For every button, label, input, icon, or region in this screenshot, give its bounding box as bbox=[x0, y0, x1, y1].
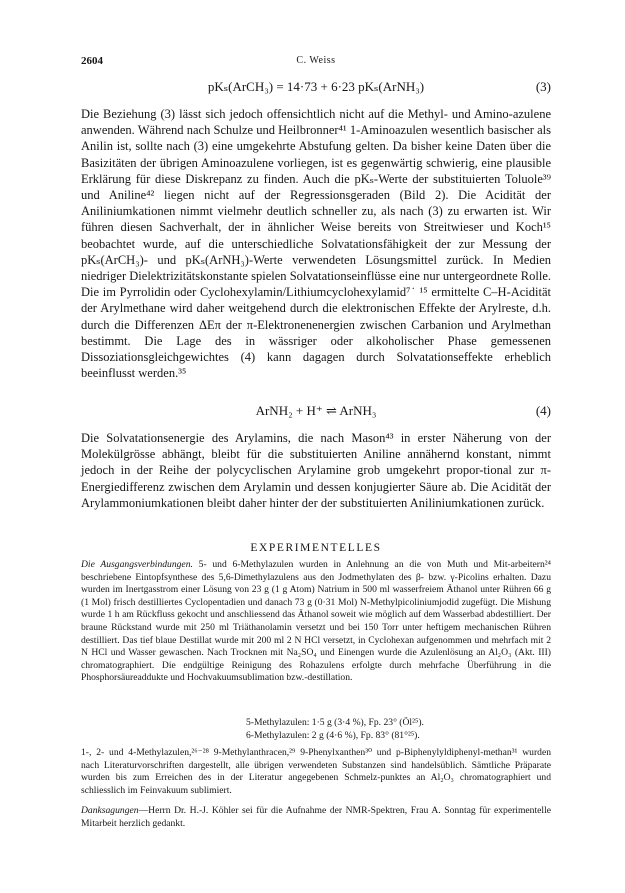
acknowledgement-lead: Danksagungen bbox=[81, 805, 139, 816]
experimental-paragraph-1 bbox=[81, 559, 551, 685]
equation-4 bbox=[81, 403, 551, 419]
experimental-lead: Die Ausgangsverbindungen. bbox=[81, 559, 193, 570]
equation-4-text: ArNH₂ + H⁺ ⇌ ArNH₃ bbox=[255, 403, 377, 418]
yields-block bbox=[246, 716, 424, 742]
equation-3-number: (3) bbox=[535, 79, 551, 94]
running-head: C. Weiss bbox=[296, 55, 336, 66]
experimental-paragraph-1-text: 5- und 6-Methylazulen wurden in Anlehnung an die von Muth und Mit-arbeitern²⁴ beschriebene Eintopfsynthese des 5,6-Dimethylazulens aus den Jodmethylaten des β- bzw. γ-Picolins erhalten. Dazu wurden im Inertgasstrom einer Lösung von 23 g (1 g Atom) Natrium in 500 ml wasserfreiem Äthanol unter Rühren 66 g (1 Mol) frisch destilliertes Cyclopentadien und danach 73 g (0·31 Mol) N-Methylpicoliniumjodid zugefügt. Die Mishung wurde 1 h am Rückfluss gekocht und anschliessend das Äthanol soweit wie möglich auf dem Wasserbad abdestilliert. Der braune Rückstand wurde mit 250 ml Triäthanolamin versetzt und bei 150 Torr unter heftigem mechanischen Rühren destilliert. Das tief blaue Destillat wurde mit 200 ml 2 N HCl versetzt, in Cyclohexan aufgenommen und mehrfach mit 2 N HCl und Wasser gewaschen. Nach Trocknen mit Na₂SO₄ und Einengen wurde die Azulenlösung an Al₂O₃ (Akt. III) chromatographiert. Die endgültige Reinigung des Rohazulens erfolgte durch mehrfache Überführung in die Phosphorsäureaddukte und Hochvakuumsublimation bzw.-destillation. bbox=[81, 559, 551, 684]
page-header bbox=[81, 55, 551, 71]
equation-3 bbox=[81, 79, 551, 95]
section-title: EXPERIMENTELLES bbox=[250, 542, 382, 554]
equation-3-text: pKₛ(ArCH₃) = 14·73 + 6·23 pKₛ(ArNH₃) bbox=[207, 79, 425, 94]
acknowledgement-text: —Herrn Dr. H.-J. Köhler sei für die Aufnahme der NMR-Spektren, Frau A. Sonntag für experimentelle Mitarbeit herzlich gedankt. bbox=[81, 805, 551, 829]
experimental-paragraph-2: 1-, 2- und 4-Methylazulen,²⁶⁻²⁸ 9-Methylanthracen,²⁹ 9-Phenylxanthen³⁰ und p-Biphenylyldiphenyl-methan³¹ wurden nach Literaturvorschriften dargestellt, alle übrigen verwendeten Substanzen sind handelsüblich. Sämtliche Präparate wurden bis zum Erreichen des in der Literatur angegebenen Schmelz-punktes an Al₂O₃ chromatographiert und schliesslich im Feinvakuum sublimiert. bbox=[81, 747, 551, 796]
yield-5-methylazulen: 5-Methylazulen: 1·5 g (3·4 %), Fp. 23° (Öl²⁵). bbox=[246, 717, 424, 728]
body-paragraph-1: Die Beziehung (3) lässt sich jedoch offensichtlich nicht auf die Methyl- und Amino-azulene anwenden. Während nach Schulze und Heilbronner⁴¹ 1-Aminoazulen wesentlich basischer als Anilin ist, sollte nach (3) eine umgekehrte Abstufung gelten. Da bisher keine Daten über die Basizitäten der übrigen Aminoazulene vorliegen, ist es gegenwärtig schwierig, eine plausible Erklärung für diese Diskrepanz zu finden. Auch die pKₛ-Werte der substituierten Toluole³⁹ und Aniline⁴² liegen nicht auf der Regressionsgeraden (Bild 2). Die Acidität der Aniliniumkationen nimmt vielmehr deutlich schneller zu, als nach (3) zu erwarten ist. Wir führen diesen Sachverhalt, der in ähnlicher Weise bereits von Streitwieser und Koch¹⁵ beobachtet wurde, auf die unterschiedliche Solvatationsfähigkeit der zur Messung der pKₛ(ArCH₃)- und pKₛ(ArNH₃)-Werte verwendeten Lösungsmittel zurück. In Medien niedriger Dielektrizitätskonstante spielen Solvatationseinflüsse eine nur untergeordnete Rolle. Die im Pyrrolidin oder Cyclohexylamin/Lithiumcyclohexylamid⁷˙ ¹⁵ ermittelte C–H-Acidität der Arylmethane wird daher weitgehend durch die elektronischen Effekte der Arylreste, d.h. durch die Differenzen ΔEπ der π-Elektronenenergien zwischen Carbanion und Arylmethan bestimmt. Die Lage des in wässriger oder alkoholischer Phase gemessenen Dissoziationsgleichgewichtes (4) kann dagagen durch Solvatationseffekte erheblich beeinflusst werden.³⁵ bbox=[81, 107, 551, 381]
acknowledgement bbox=[81, 805, 551, 830]
equation-4-number: (4) bbox=[535, 403, 551, 418]
page-number: 2604 bbox=[81, 55, 103, 67]
yield-6-methylazulen: 6-Methylazulen: 2 g (4·6 %), Fp. 83° (81°²⁵). bbox=[246, 730, 420, 741]
body-paragraph-2: Die Solvatationsenergie des Arylamins, die nach Mason⁴³ in erster Näherung von der Molekülgrösse abhängt, bleibt für die substituierten Aniline annähernd konstant, nimmt jedoch in der Reihe der polycyclischen Arylamine grob umgekehrt propor-tional zur π-Energiedifferenz zwischen dem Arylamin und dessen konjugierter Säure ab. Die Acidität der Arylammoniumkationen bleibt daher hinter der der substituierten Aniliniumkationen zurück. bbox=[81, 431, 551, 510]
